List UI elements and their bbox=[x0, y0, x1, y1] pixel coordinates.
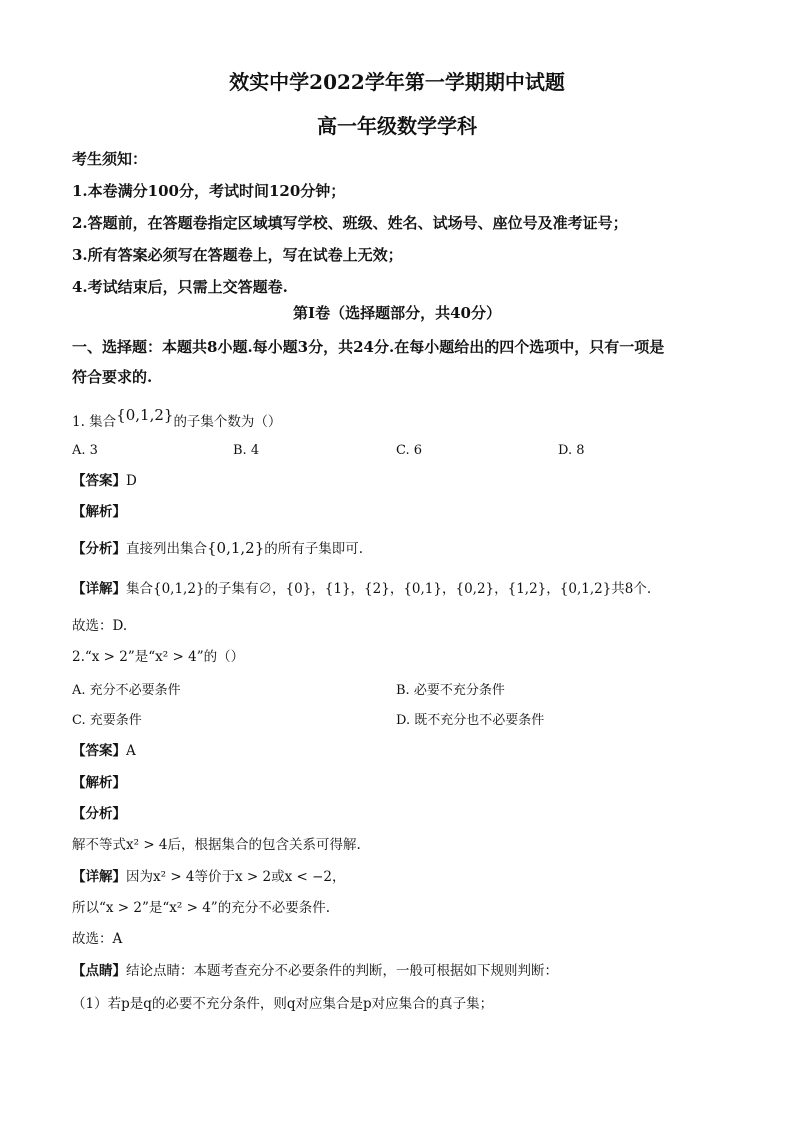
q2-analysis-tag: 【解析】 bbox=[72, 775, 126, 791]
q1-option-b: B. 4 bbox=[233, 443, 260, 458]
q2-answer-value: A bbox=[126, 743, 136, 759]
q1-stem-suffix: 的子集个数为（） bbox=[173, 414, 282, 430]
q1-conclusion: 故选：D. bbox=[72, 618, 128, 634]
q1-detail-tag: 【详解】 bbox=[72, 581, 126, 597]
q2-option-d: D. 既不充分也不必要条件 bbox=[396, 713, 545, 728]
q2-answer bbox=[72, 745, 136, 759]
q2-detail-tag: 【详解】 bbox=[72, 869, 126, 885]
exam-title: 效实中学2022学年第一学期期中试题 bbox=[229, 70, 565, 94]
q2-option-a: A. 充分不必要条件 bbox=[72, 683, 181, 698]
section-heading-line2: 符合要求的. bbox=[72, 368, 153, 386]
q1-stem bbox=[72, 406, 282, 430]
notice-item-4: 4.考试结束后，只需上交答题卷. bbox=[72, 278, 288, 296]
notice-item-1: 1.本卷满分100分，考试时间120分钟； bbox=[72, 182, 346, 200]
q2-dianjing-tag: 【点睛】 bbox=[72, 963, 126, 979]
q1-option-c: C. 6 bbox=[396, 443, 423, 458]
part-title: 第Ⅰ卷（选择题部分，共40分） bbox=[293, 304, 501, 322]
q2-dianjing-text: 结论点睛：本题考查充分不必要条件的判断，一般可根据如下规则判断： bbox=[126, 963, 558, 979]
q1-answer bbox=[72, 475, 137, 489]
notice-item-3: 3.所有答案必须写在答题卷上，写在试卷上无效； bbox=[72, 246, 403, 264]
q2-conclusion: 故选：A bbox=[72, 931, 123, 947]
q1-option-d: D. 8 bbox=[558, 443, 585, 458]
notice-heading: 考生须知： bbox=[72, 150, 148, 168]
section-heading-line1: 一、选择题：本题共8小题.每小题3分，共24分.在每小题给出的四个选项中，只有一项是 bbox=[72, 338, 665, 356]
q1-stem-prefix: 1. 集合 bbox=[72, 414, 117, 430]
q1-analysis-tag: 【解析】 bbox=[72, 504, 126, 520]
q1-detail bbox=[72, 583, 651, 597]
notice-item-2: 2.答题前，在答题卷指定区域填写学校、班级、姓名、试场号、座位号及准考证号； bbox=[72, 214, 628, 232]
q1-fenxi-set: {0,1,2} bbox=[207, 539, 265, 557]
q1-fenxi-prefix: 直接列出集合 bbox=[126, 541, 207, 557]
q2-detail-line2: 所以“x > 2”是“x² > 4”的充分不必要条件. bbox=[72, 900, 331, 916]
q1-stem-set: {0,1,2} bbox=[116, 406, 174, 424]
q1-fenxi bbox=[72, 541, 363, 557]
q2-fenxi-text: 解不等式x² > 4后，根据集合的包含关系可得解. bbox=[72, 837, 361, 853]
q2-detail-text: 因为x² > 4等价于x > 2或x < −2， bbox=[126, 869, 346, 885]
q1-fenxi-tag: 【分析】 bbox=[72, 541, 126, 557]
q2-answer-tag: 【答案】 bbox=[72, 743, 126, 759]
q1-detail-text: 集合{0,1,2}的子集有∅，{0}，{1}，{2}，{0,1}，{0,2}，{1,2}，{0,1,2}共8个. bbox=[126, 581, 652, 597]
q2-option-b: B. 必要不充分条件 bbox=[396, 683, 505, 698]
q1-answer-tag: 【答案】 bbox=[72, 473, 126, 489]
q2-fenxi-tag: 【分析】 bbox=[72, 806, 126, 822]
q1-fenxi-suffix: 的所有子集即可. bbox=[264, 541, 364, 557]
q2-detail bbox=[72, 871, 346, 885]
q2-rule-1: （1）若p是q的必要不充分条件，则q对应集合是p对应集合的真子集； bbox=[72, 996, 494, 1012]
q2-option-c: C. 充要条件 bbox=[72, 713, 142, 728]
q2-stem: 2.“x > 2”是“x² > 4”的（） bbox=[72, 649, 245, 665]
exam-subtitle: 高一年级数学学科 bbox=[317, 114, 477, 138]
q2-dianjing bbox=[72, 965, 558, 979]
q1-option-a: A. 3 bbox=[72, 443, 98, 458]
q1-answer-value: D bbox=[126, 473, 137, 489]
